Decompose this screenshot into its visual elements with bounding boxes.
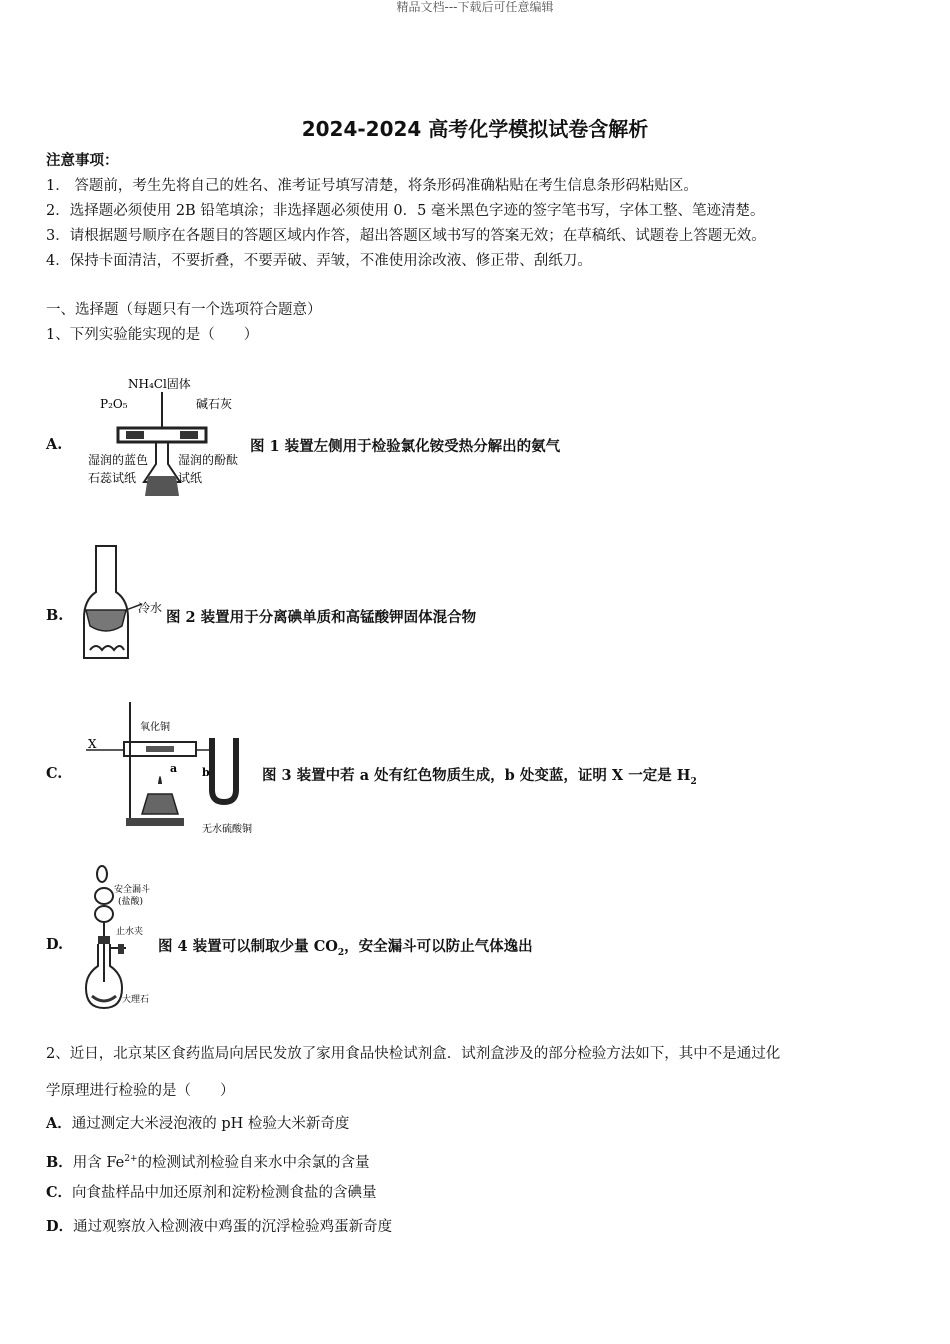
option-b-label: B.	[46, 607, 64, 624]
notice-heading: 注意事项：	[46, 152, 119, 169]
figure-2-apparatus	[76, 542, 166, 664]
option-c-label: C.	[46, 765, 63, 782]
fig3-label-a: a	[170, 762, 178, 775]
fig1-label-p2o5: P₂O₅	[100, 397, 128, 411]
notice-item-2: 2．选择题必须使用 2B 铅笔填涂；非选择题必须使用 0．5 毫米黑色字迹的签字笔书写，字体工整、笔迹清楚。	[46, 203, 765, 219]
q2-option-a: A．通过测定大米浸泡液的 pH 检验大米新奇度	[46, 1115, 350, 1132]
header-note: 精品文档---下载后可任意编辑	[396, 0, 554, 14]
question-1-stem: 1、下列实验能实现的是（ ）	[46, 327, 259, 343]
question-2-stem-line-2: 学原理进行检验的是（ ）	[46, 1083, 235, 1099]
fig4-label-marble: 大理石	[122, 995, 150, 1005]
fig3-label-x: X	[88, 737, 97, 751]
option-a-label: A.	[46, 436, 63, 453]
section-heading: 一、选择题（每题只有一个选项符合题意）	[46, 302, 322, 318]
option-b-text: 图 2 装置用于分离碘单质和高锰酸钾固体混合物	[166, 609, 477, 626]
fig1-label-phenolphthalein-2: 试纸	[178, 471, 203, 485]
option-c-text: 图 3 装置中若 a 处有红色物质生成，b 处变蓝，证明 X 一定是 $H_2$	[262, 767, 697, 787]
notice-item-1: 1． 答题前，考生先将自己的姓名、准考证号填写清楚，将条形码准确粘贴在考生信息条形码粘贴区。	[46, 178, 698, 194]
q2-option-c: C．向食盐样品中加还原剂和淀粉检测食盐的含碘量	[46, 1184, 377, 1201]
notice-item-4: 4．保持卡面清洁，不要折叠，不要弄破、弄皱，不准使用涂改液、修正带、刮纸刀。	[46, 253, 592, 269]
figure-1-apparatus	[82, 372, 250, 508]
notice-item-3: 3．请根据题号顺序在各题目的答题区域内作答，超出答题区域书写的答案无效；在草稿纸、试题卷上答题无效。	[46, 228, 766, 244]
fig4-label-clamp: 止水夹	[116, 927, 144, 937]
figure-4-apparatus	[82, 862, 158, 1014]
fig2-label-cold-water: 冷水	[138, 601, 163, 615]
option-d-label: D.	[46, 936, 64, 953]
fig3-label-b: b	[202, 766, 210, 779]
option-a-text: 图 1 装置左侧用于检验氯化铵受热分解出的氨气	[250, 438, 561, 455]
fig4-label-hydrochloric-acid: (盐酸)	[118, 897, 144, 907]
question-2-stem-line-1: 2、近日，北京某区食药监局向居民发放了家用食品快检试剂盒．试剂盒涉及的部分检验方法如下，其中不是通过化	[46, 1046, 781, 1062]
fig1-label-nh4cl: NH₄Cl固体	[128, 377, 191, 391]
fig1-label-blue-litmus-1: 湿润的蓝色	[88, 453, 149, 467]
option-d-text: 图 4 装置可以制取少量 $CO_2$，安全漏斗可以防止气体逸出	[158, 938, 533, 958]
fig1-label-blue-litmus-2: 石蕊试纸	[88, 471, 137, 485]
fig4-label-safety-funnel: 安全漏斗	[114, 885, 151, 895]
figure-3-apparatus	[82, 698, 260, 838]
fig1-label-phenolphthalein-1: 湿润的酚酞	[178, 453, 239, 467]
fig3-label-anhydrous-cuso4: 无水硫酸铜	[202, 824, 252, 835]
q2-option-b: B．用含 $Fe^{2+}$的检测试剂检验自来水中余氯的含量	[46, 1153, 370, 1171]
fig3-label-copper-oxide: 氧化铜	[140, 722, 170, 733]
fig1-label-soda-lime: 碱石灰	[196, 397, 233, 411]
page-title: 2024-2024 高考化学模拟试卷含解析	[301, 117, 649, 141]
q2-option-d: D．通过观察放入检测液中鸡蛋的沉浮检验鸡蛋新奇度	[46, 1218, 393, 1235]
